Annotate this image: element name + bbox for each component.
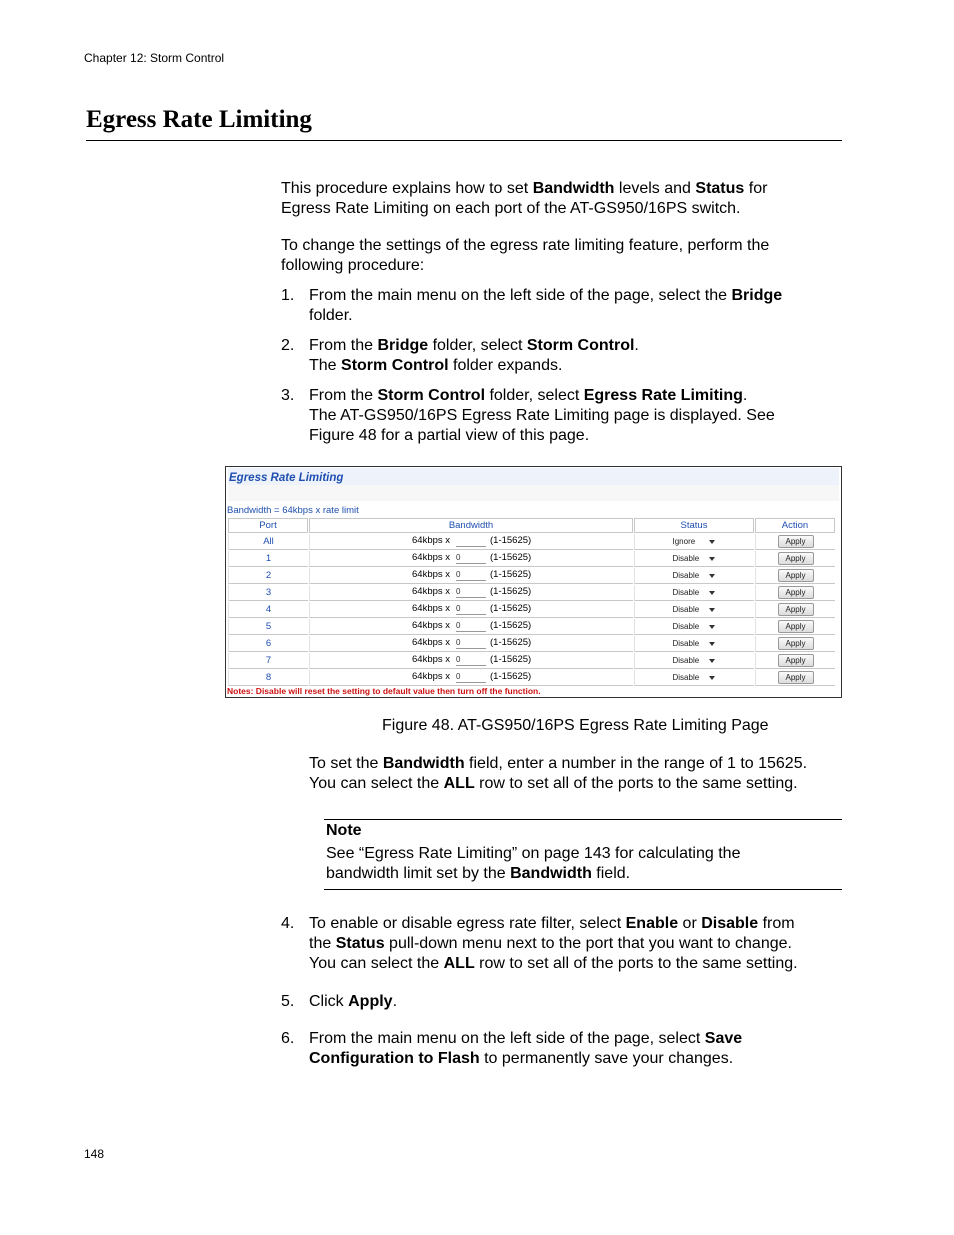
table-row xyxy=(228,670,835,686)
step-3-number: 3. xyxy=(281,387,295,404)
bandwidth-prefix: 64kbps x xyxy=(412,620,451,631)
apply-button[interactable]: Apply xyxy=(778,535,814,548)
status-cell xyxy=(634,670,754,686)
chevron-down-icon xyxy=(709,659,715,663)
status-select[interactable] xyxy=(673,672,717,683)
bandwidth-range: (1-15625) xyxy=(490,654,532,665)
step-5-number: 5. xyxy=(281,993,295,1010)
bandwidth-prefix: 64kbps x xyxy=(412,671,451,682)
step-2-text: From the Bridge folder, select Storm Control. The Storm Control folder expands. xyxy=(309,337,639,374)
bandwidth-input[interactable]: 0 xyxy=(456,586,486,598)
step-6-text: From the main menu on the left side of the page, select Save Configuration to Flash to permanently save your changes. xyxy=(309,1030,743,1067)
column-header-status: Status xyxy=(634,518,754,533)
figure-disable-note: Notes: Disable will reset the setting to default value then turn off the function. xyxy=(227,686,541,696)
action-cell xyxy=(755,653,835,669)
bandwidth-prefix: 64kbps x xyxy=(412,603,451,614)
figure-title-band xyxy=(228,485,839,501)
bandwidth-cell xyxy=(309,534,633,550)
egress-rate-limiting-screenshot xyxy=(225,466,842,698)
port-cell[interactable]: 2 xyxy=(228,568,308,584)
status-value: Disable xyxy=(672,605,700,614)
status-select[interactable] xyxy=(673,621,717,632)
status-select[interactable] xyxy=(673,655,717,666)
apply-button[interactable]: Apply xyxy=(778,654,814,667)
column-header-port: Port xyxy=(228,518,308,533)
status-select[interactable] xyxy=(673,536,717,547)
section-title: Egress Rate Limiting xyxy=(86,106,312,133)
bandwidth-range: (1-15625) xyxy=(490,620,532,631)
action-cell xyxy=(755,551,835,567)
status-cell xyxy=(634,602,754,618)
status-select[interactable] xyxy=(673,638,717,649)
apply-button[interactable]: Apply xyxy=(778,620,814,633)
port-cell[interactable]: All xyxy=(228,534,308,550)
bandwidth-cell xyxy=(309,551,633,567)
step-1-text: From the main menu on the left side of the page, select the Bridge folder. xyxy=(309,287,783,324)
chevron-down-icon xyxy=(709,540,715,544)
status-select[interactable] xyxy=(673,553,717,564)
status-value: Disable xyxy=(672,622,700,631)
chevron-down-icon xyxy=(709,676,715,680)
bandwidth-input[interactable]: 0 xyxy=(456,654,486,666)
port-cell[interactable]: 8 xyxy=(228,670,308,686)
action-cell xyxy=(755,619,835,635)
bandwidth-cell xyxy=(309,602,633,618)
port-cell[interactable]: 4 xyxy=(228,602,308,618)
bandwidth-prefix: 64kbps x xyxy=(412,535,451,546)
bandwidth-range: (1-15625) xyxy=(490,535,532,546)
port-cell[interactable]: 7 xyxy=(228,653,308,669)
bandwidth-input[interactable]: 0 xyxy=(456,671,486,683)
step-2-number: 2. xyxy=(281,337,295,354)
bandwidth-input[interactable]: 0 xyxy=(456,620,486,632)
chevron-down-icon xyxy=(709,557,715,561)
table-row xyxy=(228,602,835,618)
bandwidth-prefix: 64kbps x xyxy=(412,586,451,597)
table-row xyxy=(228,585,835,601)
note-heading: Note xyxy=(326,822,362,839)
port-cell[interactable]: 6 xyxy=(228,636,308,652)
step-1-number: 1. xyxy=(281,287,295,304)
apply-button[interactable]: Apply xyxy=(778,569,814,582)
port-cell[interactable]: 5 xyxy=(228,619,308,635)
status-value: Disable xyxy=(672,554,700,563)
status-value: Disable xyxy=(672,588,700,597)
status-value: Ignore xyxy=(672,537,696,546)
step-4-text: To enable or disable egress rate filter, select Enable or Disable from the Status pull-down menu next to the port that you want to change. You can select the ALL row to set all of the ports to the same setting. xyxy=(309,915,798,972)
step-4-number: 4. xyxy=(281,915,295,932)
chevron-down-icon xyxy=(709,591,715,595)
table-header-row xyxy=(228,518,835,533)
apply-button[interactable]: Apply xyxy=(778,671,814,684)
egress-rate-table xyxy=(227,517,836,687)
apply-button[interactable]: Apply xyxy=(778,637,814,650)
bandwidth-cell xyxy=(309,653,633,669)
action-cell xyxy=(755,636,835,652)
bandwidth-range: (1-15625) xyxy=(490,671,532,682)
port-cell[interactable]: 1 xyxy=(228,551,308,567)
status-value: Disable xyxy=(672,656,700,665)
bandwidth-input[interactable]: 0 xyxy=(456,603,486,615)
figure-page-title-bar xyxy=(228,468,839,485)
intro-paragraph-1: This procedure explains how to set Bandwidth levels and Status for Egress Rate Limiting on each port of the AT-GS950/16PS switch. xyxy=(281,180,768,217)
table-row xyxy=(228,534,835,550)
page-number: 148 xyxy=(84,1147,105,1161)
running-header: Chapter 12: Storm Control xyxy=(84,51,225,65)
chevron-down-icon xyxy=(709,574,715,578)
figure-page-title: Egress Rate Limiting xyxy=(229,472,344,484)
figure-caption: Figure 48. AT-GS950/16PS Egress Rate Limiting Page xyxy=(382,717,769,734)
table-row xyxy=(228,619,835,635)
bandwidth-cell xyxy=(309,619,633,635)
status-cell xyxy=(634,585,754,601)
apply-button[interactable]: Apply xyxy=(778,552,814,565)
action-cell xyxy=(755,585,835,601)
bandwidth-input[interactable]: 0 xyxy=(456,569,486,581)
table-row xyxy=(228,551,835,567)
table-row xyxy=(228,568,835,584)
bandwidth-cell xyxy=(309,636,633,652)
bandwidth-range: (1-15625) xyxy=(490,552,532,563)
step-6-number: 6. xyxy=(281,1030,295,1047)
step-5-text: Click Apply. xyxy=(309,993,398,1010)
table-row xyxy=(228,653,835,669)
bandwidth-input[interactable] xyxy=(456,535,486,547)
status-value: Disable xyxy=(672,673,700,682)
action-cell xyxy=(755,534,835,550)
bandwidth-range: (1-15625) xyxy=(490,586,532,597)
bandwidth-cell xyxy=(309,670,633,686)
status-cell xyxy=(634,619,754,635)
bandwidth-input[interactable]: 0 xyxy=(456,637,486,649)
bandwidth-range: (1-15625) xyxy=(490,637,532,648)
status-cell xyxy=(634,551,754,567)
status-value: Disable xyxy=(672,571,700,580)
bandwidth-prefix: 64kbps x xyxy=(412,654,451,665)
apply-button[interactable]: Apply xyxy=(778,586,814,599)
status-value: Disable xyxy=(672,639,700,648)
intro-paragraph-2: To change the settings of the egress rate limiting feature, perform the following procedure: xyxy=(281,237,770,274)
status-select[interactable] xyxy=(673,570,717,581)
column-header-action: Action xyxy=(755,518,835,533)
bandwidth-range: (1-15625) xyxy=(490,569,532,580)
status-cell xyxy=(634,636,754,652)
step-3-text: From the Storm Control folder, select Egress Rate Limiting. The AT-GS950/16PS Egress Rate Limiting page is displayed. See Figure 48 for a partial view of this page. xyxy=(309,387,775,444)
status-cell xyxy=(634,534,754,550)
status-select[interactable] xyxy=(673,604,717,615)
note-top-rule xyxy=(324,819,842,820)
bandwidth-formula: Bandwidth = 64kbps x rate limit xyxy=(227,505,359,516)
bandwidth-prefix: 64kbps x xyxy=(412,637,451,648)
chevron-down-icon xyxy=(709,608,715,612)
chevron-down-icon xyxy=(709,642,715,646)
action-cell xyxy=(755,670,835,686)
bandwidth-prefix: 64kbps x xyxy=(412,552,451,563)
note-bottom-rule xyxy=(324,889,842,890)
action-cell xyxy=(755,568,835,584)
bandwidth-range: (1-15625) xyxy=(490,603,532,614)
status-cell xyxy=(634,568,754,584)
table-row xyxy=(228,636,835,652)
port-cell[interactable]: 3 xyxy=(228,585,308,601)
bandwidth-input[interactable]: 0 xyxy=(456,552,486,564)
action-cell xyxy=(755,602,835,618)
status-cell xyxy=(634,653,754,669)
title-divider xyxy=(86,140,842,141)
bandwidth-cell xyxy=(309,568,633,584)
apply-button[interactable]: Apply xyxy=(778,603,814,616)
note-body: See “Egress Rate Limiting” on page 143 for calculating the bandwidth limit set by the Bandwidth field. xyxy=(326,845,741,882)
status-select[interactable] xyxy=(673,587,717,598)
column-header-bandwidth: Bandwidth xyxy=(309,518,633,533)
bandwidth-instructions: To set the Bandwidth field, enter a number in the range of 1 to 15625. You can select the ALL row to set all of the ports to the same setting. xyxy=(309,755,808,792)
bandwidth-prefix: 64kbps x xyxy=(412,569,451,580)
chevron-down-icon xyxy=(709,625,715,629)
bandwidth-cell xyxy=(309,585,633,601)
